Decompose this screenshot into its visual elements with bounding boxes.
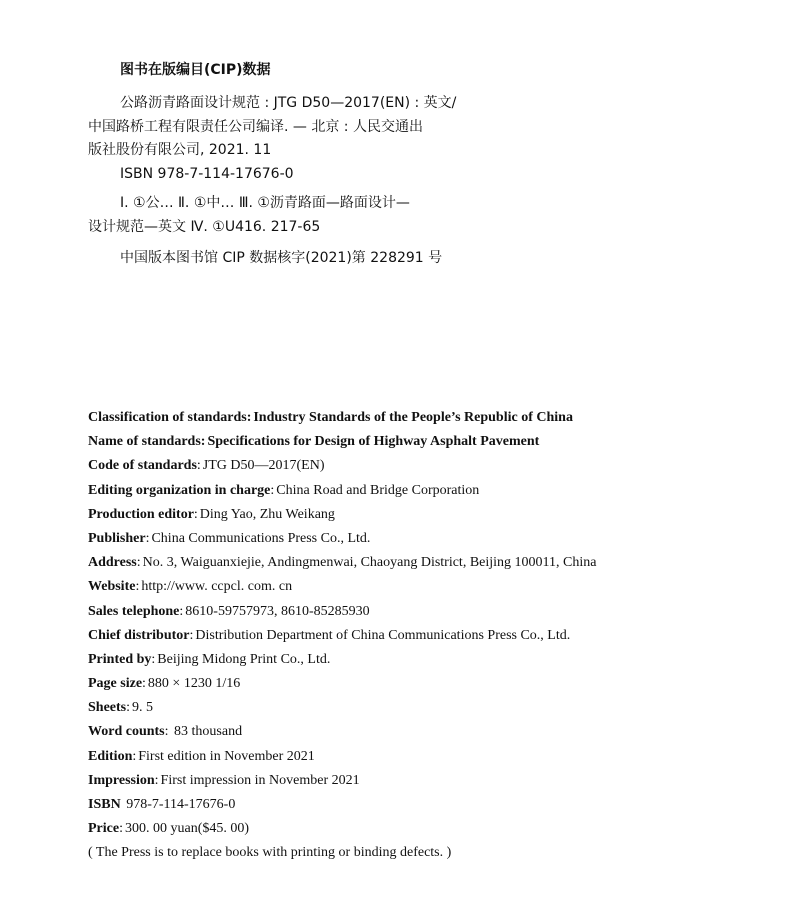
detail-value: 83 thousand: [170, 724, 243, 740]
detail-separator: :: [189, 627, 194, 643]
detail-separator: :: [132, 748, 137, 764]
detail-label: Address: [88, 555, 137, 571]
detail-value: No. 3, Waiguanxiejie, Andingmenwai, Chaoyang District, Beijing 100011, China: [142, 555, 597, 571]
detail-row-name: [88, 430, 768, 454]
detail-label: Chief distributor: [88, 627, 190, 643]
detail-row-address: [88, 551, 768, 575]
detail-value: 880 × 1230 1/16: [147, 676, 241, 692]
detail-label: ISBN: [88, 797, 121, 812]
cip-line: 公路沥青路面设计规范 : JTG D50—2017(EN) : 英文/: [120, 95, 457, 111]
detail-label: Production editor: [88, 506, 194, 522]
detail-separator: :: [200, 434, 206, 450]
cip-line: 版社股份有限公司, 2021. 11: [88, 142, 272, 158]
detail-value: China Communications Press Co., Ltd.: [151, 530, 371, 546]
detail-label: Website: [88, 579, 136, 595]
detail-label: Sales telephone: [88, 603, 180, 619]
cip-classification: Ⅰ. ①公… Ⅱ. ①中… Ⅲ. ①沥青路面—路面设计—: [120, 195, 410, 211]
detail-separator: :: [179, 603, 184, 619]
detail-label: Word counts: [88, 724, 165, 740]
detail-label: Page size: [88, 676, 143, 692]
detail-label: Classification of standards: [88, 410, 247, 425]
detail-value: First edition in November 2021: [138, 748, 315, 764]
detail-label: Name of standards: [88, 434, 201, 450]
detail-row-price: [88, 817, 768, 841]
detail-separator: :: [135, 579, 140, 595]
detail-row-impression: [88, 769, 768, 793]
detail-row-isbn: [88, 793, 768, 817]
detail-value: China Road and Bridge Corporation: [276, 482, 480, 498]
detail-separator: :: [136, 555, 141, 571]
detail-row-code: [88, 454, 768, 478]
detail-value: 8610-59757973, 8610-85285930: [185, 603, 370, 619]
cip-line: 中国路桥工程有限责任公司编译. — 北京 : 人民交通出: [88, 119, 423, 135]
detail-separator: :: [151, 651, 156, 667]
detail-row-editing-organization: [88, 479, 768, 503]
detail-row-page-size: [88, 672, 768, 696]
cip-title: 图书在版编目(CIP)数据: [120, 62, 271, 78]
detail-value: Specifications for Design of Highway Asphalt Pavement: [207, 434, 540, 450]
detail-separator: :: [246, 410, 252, 425]
detail-row-word-counts: [88, 720, 768, 744]
detail-label: Publisher: [88, 530, 146, 546]
detail-value: Ding Yao, Zhu Weikang: [199, 506, 335, 522]
detail-value: JTG D50—2017(EN): [202, 458, 325, 474]
detail-value: Distribution Department of China Communications Press Co., Ltd.: [195, 627, 571, 643]
detail-value: http://www. ccpcl. com. cn: [141, 579, 293, 595]
cip-record-number: 中国版本图书馆 CIP 数据核字(2021)第 228291 号: [120, 250, 443, 266]
detail-value: First impression in November 2021: [160, 772, 360, 788]
detail-label: Printed by: [88, 651, 152, 667]
detail-value: 300. 00 yuan($45. 00): [124, 821, 250, 837]
detail-label: Editing organization in charge: [88, 482, 271, 498]
detail-value: 9. 5: [132, 700, 154, 716]
detail-separator: :: [193, 506, 198, 522]
detail-row-sheets: [88, 696, 768, 720]
detail-row-chief-distributor: [88, 624, 768, 648]
detail-label: Sheets: [88, 700, 127, 716]
detail-value: 978-7-114-17676-0: [122, 797, 236, 812]
detail-row-classification: [88, 406, 768, 430]
detail-label: Edition: [88, 748, 133, 764]
cip-line: 设计规范—英文 Ⅳ. ①U416. 217-65: [88, 219, 321, 235]
detail-separator: :: [126, 700, 131, 716]
detail-separator: :: [164, 724, 169, 740]
cip-isbn: ISBN 978-7-114-17676-0: [120, 166, 294, 182]
detail-separator: :: [145, 530, 150, 546]
detail-row-publisher: [88, 527, 768, 551]
publication-details: [88, 406, 768, 866]
detail-value: Beijing Midong Print Co., Ltd.: [157, 651, 331, 667]
detail-separator: :: [270, 482, 275, 498]
detail-separator: :: [119, 821, 123, 837]
detail-row-edition: [88, 745, 768, 769]
detail-label: Price: [88, 821, 120, 837]
detail-separator: :: [142, 676, 146, 692]
detail-row-production-editor: [88, 503, 768, 527]
detail-row-website: [88, 575, 768, 599]
detail-label: Impression: [88, 772, 155, 788]
replacement-note: ( The Press is to replace books with printing or binding defects. ): [88, 845, 452, 861]
detail-label: Code of standards: [88, 458, 197, 474]
detail-row-printed-by: [88, 648, 768, 672]
detail-separator: :: [196, 458, 201, 474]
detail-separator: :: [154, 772, 159, 788]
detail-row-sales-telephone: [88, 600, 768, 624]
detail-value: Industry Standards of the People’s Republic of China: [253, 410, 573, 425]
